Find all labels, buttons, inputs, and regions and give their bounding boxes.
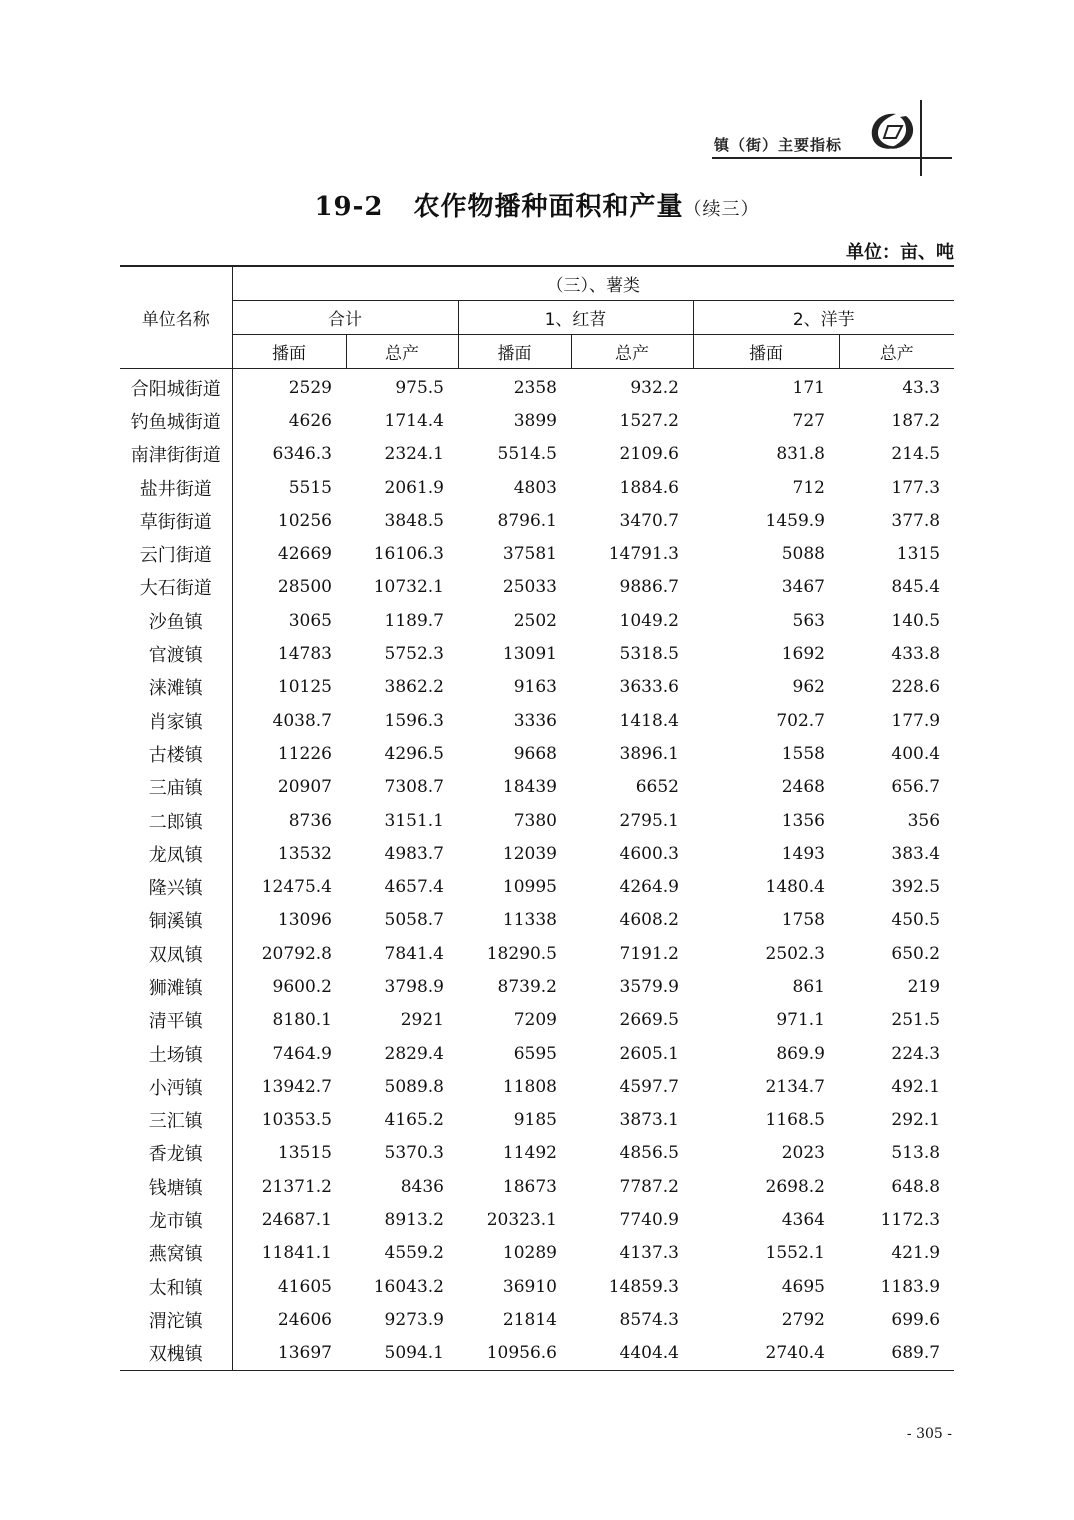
subgroup-header-sweet-potato: 1、红苕 (458, 301, 693, 335)
value-cell: 356 (907, 810, 941, 831)
row-name-cell: 龙市镇 (120, 1203, 232, 1236)
value-cell: 4364 (781, 1210, 825, 1231)
table-row (120, 1104, 954, 1137)
row-name-cell: 盐井街道 (120, 471, 232, 504)
value-cell: 2795.1 (619, 810, 679, 831)
value-cell: 1758 (781, 910, 825, 931)
subgroup-header-total: 合计 (232, 301, 458, 335)
value-cell: 6652 (635, 777, 679, 798)
value-cell: 7787.2 (619, 1176, 679, 1197)
value-cell: 2529 (288, 377, 332, 398)
value-cell: 4404.4 (571, 1337, 693, 1371)
row-name-cell: 双槐镇 (120, 1337, 232, 1371)
column-header: 总产 (839, 335, 954, 369)
row-name-cell: 官渡镇 (120, 637, 232, 670)
value-cell: 421.9 (891, 1243, 941, 1264)
row-name-cell: 南津街街道 (120, 438, 232, 471)
column-header: 总产 (571, 335, 693, 369)
value-cell: 3873.1 (619, 1110, 679, 1131)
unit-label: 单位：亩、吨 (846, 242, 954, 263)
value-cell: 42669 (277, 544, 332, 565)
value-cell: 5089.8 (384, 1076, 444, 1097)
value-cell: 1168.5 (765, 1110, 825, 1131)
row-name-cell: 大石街道 (120, 571, 232, 604)
value-cell: 18290.5 (486, 943, 557, 964)
table-row (120, 904, 954, 937)
row-name-cell: 合阳城街道 (120, 369, 232, 405)
value-cell: 1493 (781, 843, 825, 864)
value-cell: 4165.2 (384, 1110, 444, 1131)
value-cell: 450.5 (891, 910, 941, 931)
value-cell: 10125 (277, 677, 332, 698)
value-cell: 699.6 (891, 1309, 941, 1330)
value-cell: 10289 (502, 1243, 557, 1264)
row-name-cell: 云门街道 (120, 537, 232, 570)
row-name-cell: 三汇镇 (120, 1104, 232, 1137)
value-cell: 28500 (277, 577, 332, 598)
value-cell: 1714.4 (384, 410, 444, 431)
value-cell: 2324.1 (384, 444, 444, 465)
value-cell: 14783 (277, 644, 332, 665)
value-cell: 20323.1 (486, 1210, 557, 1231)
value-cell: 3862.2 (384, 677, 444, 698)
value-cell: 14859.3 (608, 1276, 679, 1297)
value-cell: 4983.7 (384, 843, 444, 864)
table-row (120, 737, 954, 770)
table-row (120, 571, 954, 604)
value-cell: 224.3 (891, 1043, 941, 1064)
value-cell: 4803 (513, 477, 557, 498)
table-row (120, 837, 954, 870)
value-cell: 6346.3 (272, 444, 332, 465)
value-cell: 13091 (502, 644, 557, 665)
value-cell: 10256 (277, 510, 332, 531)
value-cell: 3896.1 (619, 743, 679, 764)
value-cell: 513.8 (891, 1143, 941, 1164)
value-cell: 20907 (277, 777, 332, 798)
value-cell: 9886.7 (619, 577, 679, 598)
value-cell: 8736 (288, 810, 332, 831)
value-cell: 9600.2 (272, 976, 332, 997)
value-cell: 12039 (502, 843, 557, 864)
value-cell: 13096 (277, 910, 332, 931)
value-cell: 36910 (502, 1276, 557, 1297)
crop-data-table (120, 265, 954, 1371)
table-row (120, 870, 954, 903)
page-title (0, 186, 1074, 223)
row-name-cell: 隆兴镇 (120, 870, 232, 903)
value-cell: 869.9 (776, 1043, 825, 1064)
value-cell: 37581 (502, 544, 557, 565)
table-row (120, 1203, 954, 1236)
row-name-cell: 狮滩镇 (120, 970, 232, 1003)
yearbook-logo-icon (866, 108, 918, 156)
value-cell: 2698.2 (765, 1176, 825, 1197)
value-cell: 18439 (502, 777, 557, 798)
row-name-cell: 小沔镇 (120, 1070, 232, 1103)
value-cell: 1480.4 (765, 877, 825, 898)
table-row (120, 1270, 954, 1303)
value-cell: 13532 (277, 843, 332, 864)
value-cell: 400.4 (891, 743, 941, 764)
value-cell: 2605.1 (619, 1043, 679, 1064)
value-cell: 4597.7 (619, 1076, 679, 1097)
value-cell: 3899 (513, 410, 557, 431)
table-row (120, 1337, 954, 1371)
row-name-cell: 香龙镇 (120, 1137, 232, 1170)
value-cell: 1183.9 (880, 1276, 941, 1297)
value-cell: 392.5 (891, 877, 941, 898)
value-cell: 4626 (288, 410, 332, 431)
value-cell: 7209 (513, 1010, 557, 1031)
value-cell: 11808 (502, 1076, 557, 1097)
row-name-cell: 古楼镇 (120, 737, 232, 770)
value-cell: 4038.7 (272, 710, 332, 731)
value-cell: 3798.9 (384, 976, 444, 997)
value-cell: 8796.1 (497, 510, 557, 531)
value-cell: 11841.1 (261, 1243, 332, 1264)
page-number: - 305 - (906, 1426, 952, 1442)
table-row (120, 471, 954, 504)
value-cell: 2792 (781, 1309, 825, 1330)
table-row (120, 937, 954, 970)
value-cell: 5514.5 (497, 444, 557, 465)
value-cell: 9273.9 (384, 1309, 444, 1330)
value-cell: 4264.9 (619, 877, 679, 898)
table-row (120, 1170, 954, 1203)
value-cell: 2061.9 (384, 477, 444, 498)
value-cell: 16043.2 (373, 1276, 444, 1297)
value-cell: 9185 (513, 1110, 557, 1131)
value-cell: 4559.2 (384, 1243, 444, 1264)
value-cell: 7380 (513, 810, 557, 831)
value-cell: 7740.9 (619, 1210, 679, 1231)
subgroup-header-potato: 2、洋芋 (693, 301, 954, 335)
value-cell: 251.5 (891, 1010, 941, 1031)
value-cell: 6595 (513, 1043, 557, 1064)
value-cell: 861 (792, 976, 825, 997)
value-cell: 656.7 (891, 777, 941, 798)
table-row (120, 604, 954, 637)
value-cell: 4856.5 (619, 1143, 679, 1164)
value-cell: 1315 (896, 544, 941, 565)
header-rule-horizontal (712, 157, 952, 159)
value-cell: 4608.2 (619, 910, 679, 931)
table-row (120, 637, 954, 670)
name-column-header: 单位名称 (120, 266, 232, 369)
row-name-cell: 草街街道 (120, 504, 232, 537)
table-row (120, 970, 954, 1003)
value-cell: 712 (792, 477, 825, 498)
value-cell: 214.5 (891, 444, 941, 465)
row-name-cell: 肖家镇 (120, 704, 232, 737)
value-cell: 563 (792, 610, 825, 631)
value-cell: 5318.5 (619, 644, 679, 665)
value-cell: 171 (792, 377, 825, 398)
table-row (120, 504, 954, 537)
value-cell: 1049.2 (619, 610, 679, 631)
value-cell: 1189.7 (384, 610, 444, 631)
value-cell: 5752.3 (384, 644, 444, 665)
header-rule-vertical (920, 100, 922, 176)
value-cell: 10995 (502, 877, 557, 898)
value-cell: 1172.3 (880, 1210, 941, 1231)
value-cell: 177.9 (891, 710, 941, 731)
table-row (120, 1303, 954, 1336)
table-continued-note: （续三） (683, 199, 760, 220)
value-cell: 10353.5 (261, 1110, 332, 1131)
value-cell: 5094.1 (346, 1337, 458, 1371)
value-cell: 377.8 (891, 510, 941, 531)
value-cell: 9668 (513, 743, 557, 764)
running-header: 镇（街）主要指标 (714, 136, 843, 154)
value-cell: 13697 (232, 1337, 346, 1371)
table-title: 农作物播种面积和产量 (413, 192, 684, 222)
value-cell: 20792.8 (261, 943, 332, 964)
value-cell: 3848.5 (384, 510, 444, 531)
table-row (120, 404, 954, 437)
column-header: 播面 (693, 335, 839, 369)
value-cell: 5088 (781, 544, 825, 565)
value-cell: 3151.1 (384, 810, 444, 831)
value-cell: 7841.4 (384, 943, 444, 964)
value-cell: 9163 (513, 677, 557, 698)
table-number: 19-2 (314, 192, 384, 222)
value-cell: 16106.3 (373, 544, 444, 565)
row-name-cell: 钓鱼城街道 (120, 404, 232, 437)
row-name-cell: 三庙镇 (120, 771, 232, 804)
value-cell: 1552.1 (765, 1243, 825, 1264)
value-cell: 4137.3 (619, 1243, 679, 1264)
value-cell: 41605 (277, 1276, 332, 1297)
value-cell: 8180.1 (272, 1010, 332, 1031)
value-cell: 43.3 (902, 377, 941, 398)
value-cell: 2502 (513, 610, 557, 631)
value-cell: 8913.2 (384, 1210, 444, 1231)
value-cell: 1527.2 (619, 410, 679, 431)
value-cell: 1356 (781, 810, 825, 831)
row-name-cell: 龙凤镇 (120, 837, 232, 870)
value-cell: 2502.3 (765, 943, 825, 964)
value-cell: 1418.4 (619, 710, 679, 731)
value-cell: 11226 (277, 743, 332, 764)
value-cell: 21814 (502, 1309, 557, 1330)
table-row (120, 1137, 954, 1170)
row-name-cell: 双凤镇 (120, 937, 232, 970)
value-cell: 648.8 (891, 1176, 941, 1197)
value-cell: 1558 (781, 743, 825, 764)
value-cell: 971.1 (776, 1010, 825, 1031)
value-cell: 962 (792, 677, 825, 698)
value-cell: 228.6 (891, 677, 941, 698)
value-cell: 702.7 (776, 710, 825, 731)
value-cell: 8739.2 (497, 976, 557, 997)
value-cell: 845.4 (891, 577, 941, 598)
table-row (120, 1237, 954, 1270)
value-cell: 932.2 (630, 377, 679, 398)
value-cell: 2669.5 (619, 1010, 679, 1031)
value-cell: 4695 (781, 1276, 825, 1297)
row-name-cell: 沙鱼镇 (120, 604, 232, 637)
value-cell: 11492 (502, 1143, 557, 1164)
value-cell: 21371.2 (261, 1176, 332, 1197)
value-cell: 650.2 (891, 943, 941, 964)
value-cell: 3065 (288, 610, 332, 631)
value-cell: 3633.6 (619, 677, 679, 698)
value-cell: 5058.7 (384, 910, 444, 931)
row-name-cell: 涞滩镇 (120, 671, 232, 704)
value-cell: 383.4 (891, 843, 941, 864)
value-cell: 3470.7 (619, 510, 679, 531)
value-cell: 7464.9 (272, 1043, 332, 1064)
value-cell: 18673 (502, 1176, 557, 1197)
value-cell: 187.2 (891, 410, 941, 431)
row-name-cell: 太和镇 (120, 1270, 232, 1303)
value-cell: 2921 (400, 1010, 444, 1031)
value-cell: 5515 (288, 477, 332, 498)
value-cell: 2740.4 (693, 1337, 839, 1371)
value-cell: 140.5 (891, 610, 941, 631)
value-cell: 11338 (502, 910, 557, 931)
value-cell: 3579.9 (619, 976, 679, 997)
value-cell: 24606 (277, 1309, 332, 1330)
value-cell: 8436 (400, 1176, 444, 1197)
value-cell: 433.8 (891, 644, 941, 665)
value-cell: 4296.5 (384, 743, 444, 764)
table-row (120, 1070, 954, 1103)
value-cell: 24687.1 (261, 1210, 332, 1231)
value-cell: 2134.7 (765, 1076, 825, 1097)
value-cell: 727 (792, 410, 825, 431)
table-row (120, 369, 954, 405)
row-name-cell: 清平镇 (120, 1004, 232, 1037)
value-cell: 2829.4 (384, 1043, 444, 1064)
value-cell: 7308.7 (384, 777, 444, 798)
value-cell: 219 (907, 976, 941, 997)
table-body (120, 369, 954, 1371)
value-cell: 14791.3 (608, 544, 679, 565)
value-cell: 13515 (277, 1143, 332, 1164)
value-cell: 5370.3 (384, 1143, 444, 1164)
table-row (120, 537, 954, 570)
row-name-cell: 渭沱镇 (120, 1303, 232, 1336)
value-cell: 2023 (781, 1143, 825, 1164)
table-row (120, 804, 954, 837)
value-cell: 12475.4 (261, 877, 332, 898)
value-cell: 2109.6 (619, 444, 679, 465)
value-cell: 1596.3 (384, 710, 444, 731)
value-cell: 3467 (781, 577, 825, 598)
table-row (120, 1037, 954, 1070)
value-cell: 3336 (513, 710, 557, 731)
value-cell: 292.1 (891, 1110, 941, 1131)
value-cell: 831.8 (776, 444, 825, 465)
row-name-cell: 燕窝镇 (120, 1237, 232, 1270)
value-cell: 13942.7 (261, 1076, 332, 1097)
row-name-cell: 二郎镇 (120, 804, 232, 837)
row-name-cell: 铜溪镇 (120, 904, 232, 937)
value-cell: 975.5 (395, 377, 444, 398)
value-cell: 10956.6 (458, 1337, 571, 1371)
column-header: 播面 (458, 335, 571, 369)
value-cell: 177.3 (891, 477, 941, 498)
value-cell: 2468 (781, 777, 825, 798)
table-row (120, 438, 954, 471)
value-cell: 4657.4 (384, 877, 444, 898)
value-cell: 492.1 (891, 1076, 941, 1097)
value-cell: 1459.9 (765, 510, 825, 531)
column-header: 总产 (346, 335, 458, 369)
table-row (120, 671, 954, 704)
table-row (120, 1004, 954, 1037)
value-cell: 25033 (502, 577, 557, 598)
row-name-cell: 土场镇 (120, 1037, 232, 1070)
table-row (120, 704, 954, 737)
group-header: （三）、薯类 (232, 266, 954, 301)
value-cell: 7191.2 (619, 943, 679, 964)
value-cell: 1692 (781, 644, 825, 665)
column-header: 播面 (232, 335, 346, 369)
value-cell: 689.7 (839, 1337, 954, 1371)
value-cell: 1884.6 (619, 477, 679, 498)
value-cell: 10732.1 (373, 577, 444, 598)
value-cell: 2358 (513, 377, 557, 398)
value-cell: 8574.3 (619, 1309, 679, 1330)
row-name-cell: 钱塘镇 (120, 1170, 232, 1203)
value-cell: 4600.3 (619, 843, 679, 864)
table-row (120, 771, 954, 804)
